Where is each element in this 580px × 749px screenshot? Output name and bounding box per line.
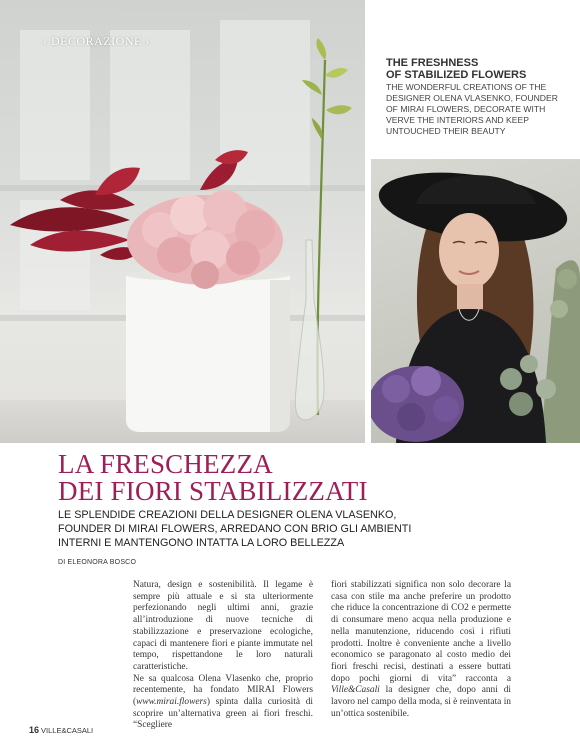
- caption-title-line: THE FRESHNESS: [386, 57, 479, 69]
- website-link[interactable]: www.mirai.flowers: [136, 697, 207, 708]
- page-number: 16: [29, 725, 40, 735]
- magazine-name: Ville&Casali: [331, 685, 380, 696]
- body-text: Ne sa qualcosa Olena Vlasenko che, proprio recentemente, ha fondato MIRAI Flowers (: [133, 673, 313, 708]
- caption-text: THE WONDERFUL CREATIONS OF THE DESIGNER OLENA VLASENKO, FOUNDER OF MIRAI FLOWERS, DECORATE WITH VERVE THE INTERIORS AND KEEP UNTOUCHED THEIR BEAUTY: [386, 82, 558, 136]
- article-subheading: [58, 508, 538, 550]
- body-paragraph: Natura, design e sostenibilità. Il legame è sempre più attuale e si sta ulteriormente perfezionando negli ultimi anni, grazie all’introduzione di nuove tecniche di stabilizzazione e preservazione ecologiche, capaci di mantenere fiori e piante immutate nel tempo, rispettandone le loro naturali caratteristiche.: [133, 580, 313, 672]
- subhead-line: LE SPLENDIDE CREAZIONI DELLA DESIGNER OLENA VLASENKO,: [58, 509, 397, 521]
- flower-arrangement-illustration: [0, 0, 365, 443]
- body-column-2: [331, 580, 511, 720]
- author-byline: DI ELEONORA BOSCO: [58, 559, 137, 566]
- hero-photo: [0, 0, 365, 443]
- photo-caption: [386, 57, 566, 137]
- headline-line: DEI FIORI STABILIZZATI: [58, 476, 368, 506]
- body-text: ) spinta dalla curiosità di scoprire un’alternativa green ai fiori freschi. “Scegliere: [133, 697, 313, 731]
- subhead-line: FOUNDER DI MIRAI FLOWERS, ARREDANO CON BRIO GLI AMBIENTI: [58, 523, 412, 535]
- portrait-photo: [371, 159, 580, 443]
- page-footer: [29, 725, 93, 735]
- magazine-title: VILLE&CASALI: [41, 726, 94, 735]
- body-paragraph: [133, 674, 313, 733]
- caption-title: [386, 57, 566, 81]
- body-column-1: [133, 580, 313, 732]
- headline-line: LA FRESCHEZZA: [58, 449, 273, 479]
- article-headline: [58, 451, 528, 505]
- body-paragraph: [331, 580, 511, 720]
- portrait-illustration: [371, 159, 580, 443]
- caption-title-line: OF STABILIZED FLOWERS: [386, 69, 527, 81]
- body-text: fiori stabilizzati significa non solo decorare la casa con stile ma anche preferire un prodotto che riduce la concentrazione di CO2 e permette di consumare meno acqua nella produzione e nella manutenzione, riducendo così i rifiuti prodotti. Inoltre è conveniente anche a livello economico se paragonato al costo medio dei fiori freschi recisi, destinati a essere buttati dopo pochi giorni di vita” racconta a: [331, 580, 511, 684]
- subhead-line: INTERNI E MANTENGONO INTATTA LA LORO BELLEZZA: [58, 537, 345, 549]
- body-text: la designer che, dopo anni di lavoro nel campo della moda, si è reinventata in un’ottica sostenibile.: [331, 685, 511, 719]
- section-label: ‹ DECORAZIONE ›: [43, 34, 150, 48]
